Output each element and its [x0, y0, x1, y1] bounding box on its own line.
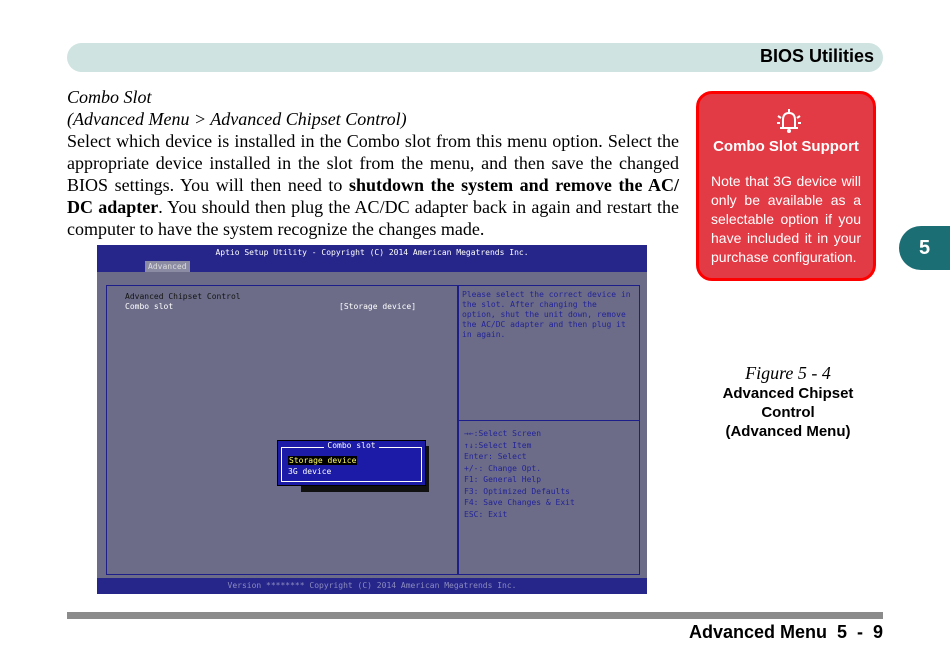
- bios-help-text: Please select the correct device in the slot. After changing the option, shut the unit down, remove the AC/DC adapter and then plug it in again.: [462, 290, 636, 339]
- popup-option-3g[interactable]: 3G device: [288, 467, 332, 476]
- bios-footer: Version ******** Copyright (C) 2014 American Megatrends Inc.: [97, 578, 647, 594]
- key-select-screen: →←:Select Screen: [464, 429, 542, 438]
- key-enter: Enter: Select: [464, 452, 527, 461]
- section-body: [67, 130, 679, 240]
- bios-help-panel: [457, 285, 640, 575]
- bios-key-list: [464, 428, 575, 520]
- header-title: BIOS Utilities: [759, 46, 874, 66]
- figure-number: Figure 5 - 4: [745, 363, 831, 383]
- bios-title-bar: [97, 245, 647, 272]
- bell-icon: [774, 106, 804, 136]
- section-path: (Advanced Menu > Advanced Chipset Control): [67, 109, 407, 129]
- figure-caption: [700, 362, 876, 441]
- section-text: [67, 86, 679, 240]
- key-f3: F3: Optimized Defaults: [464, 486, 570, 496]
- key-f4: F4: Save Changes & Exit: [464, 498, 575, 507]
- key-esc: ESC: Exit: [464, 509, 508, 519]
- callout-box: [696, 91, 876, 281]
- key-f1: F1: General Help: [464, 475, 542, 484]
- chapter-tab: 5: [899, 226, 950, 270]
- body-bold: shutdown the system and remove the AC/ DC adapter: [67, 175, 680, 217]
- figure-caption-line-1: Advanced Chipset: [722, 385, 854, 402]
- body-part-2: . You should then plug the AC/DC adapter back in again and restart the computer to have the system recognize the changes made.: [67, 197, 679, 239]
- callout-text: Note that 3G device will only be available as a selectable option if you have included it in your purchase configuration.: [711, 173, 861, 265]
- key-select-item: ↑↓:Select Item: [464, 440, 532, 450]
- bios-divider: [458, 420, 639, 421]
- figure-caption-line-3: (Advanced Menu): [725, 423, 851, 440]
- bios-screenshot: [97, 245, 647, 594]
- figure-caption-line-2: Control: [761, 404, 815, 421]
- footer-bar: [67, 612, 883, 619]
- body-part-1: Select which device is installed in the Combo slot from this menu option. Select the appropriate device installed in the slot from the menu, and then save the changed BIOS settings. You will then need to: [67, 131, 679, 195]
- popup-option-storage[interactable]: Storage device: [289, 456, 357, 465]
- callout-title: Combo Slot Support: [713, 138, 859, 155]
- bios-main-panel: [106, 285, 459, 575]
- footer-text: Advanced Menu 5 - 9: [688, 622, 883, 642]
- section-title: Combo Slot: [67, 87, 152, 107]
- popup-title: [278, 443, 425, 452]
- bios-tab-advanced[interactable]: Advanced: [145, 261, 190, 272]
- bios-title: Aptio Setup Utility - Copyright (C) 2014 American Megatrends Inc.: [215, 248, 529, 257]
- bios-item-label[interactable]: Combo slot: [125, 302, 174, 311]
- key-change-opt: +/-: Change Opt.: [464, 463, 542, 473]
- bios-section-label: Advanced Chipset Control: [125, 292, 241, 301]
- popup-title-text: Combo slot: [324, 441, 378, 450]
- bios-item-value[interactable]: [Storage device]: [339, 302, 417, 311]
- combo-slot-popup: [277, 440, 426, 486]
